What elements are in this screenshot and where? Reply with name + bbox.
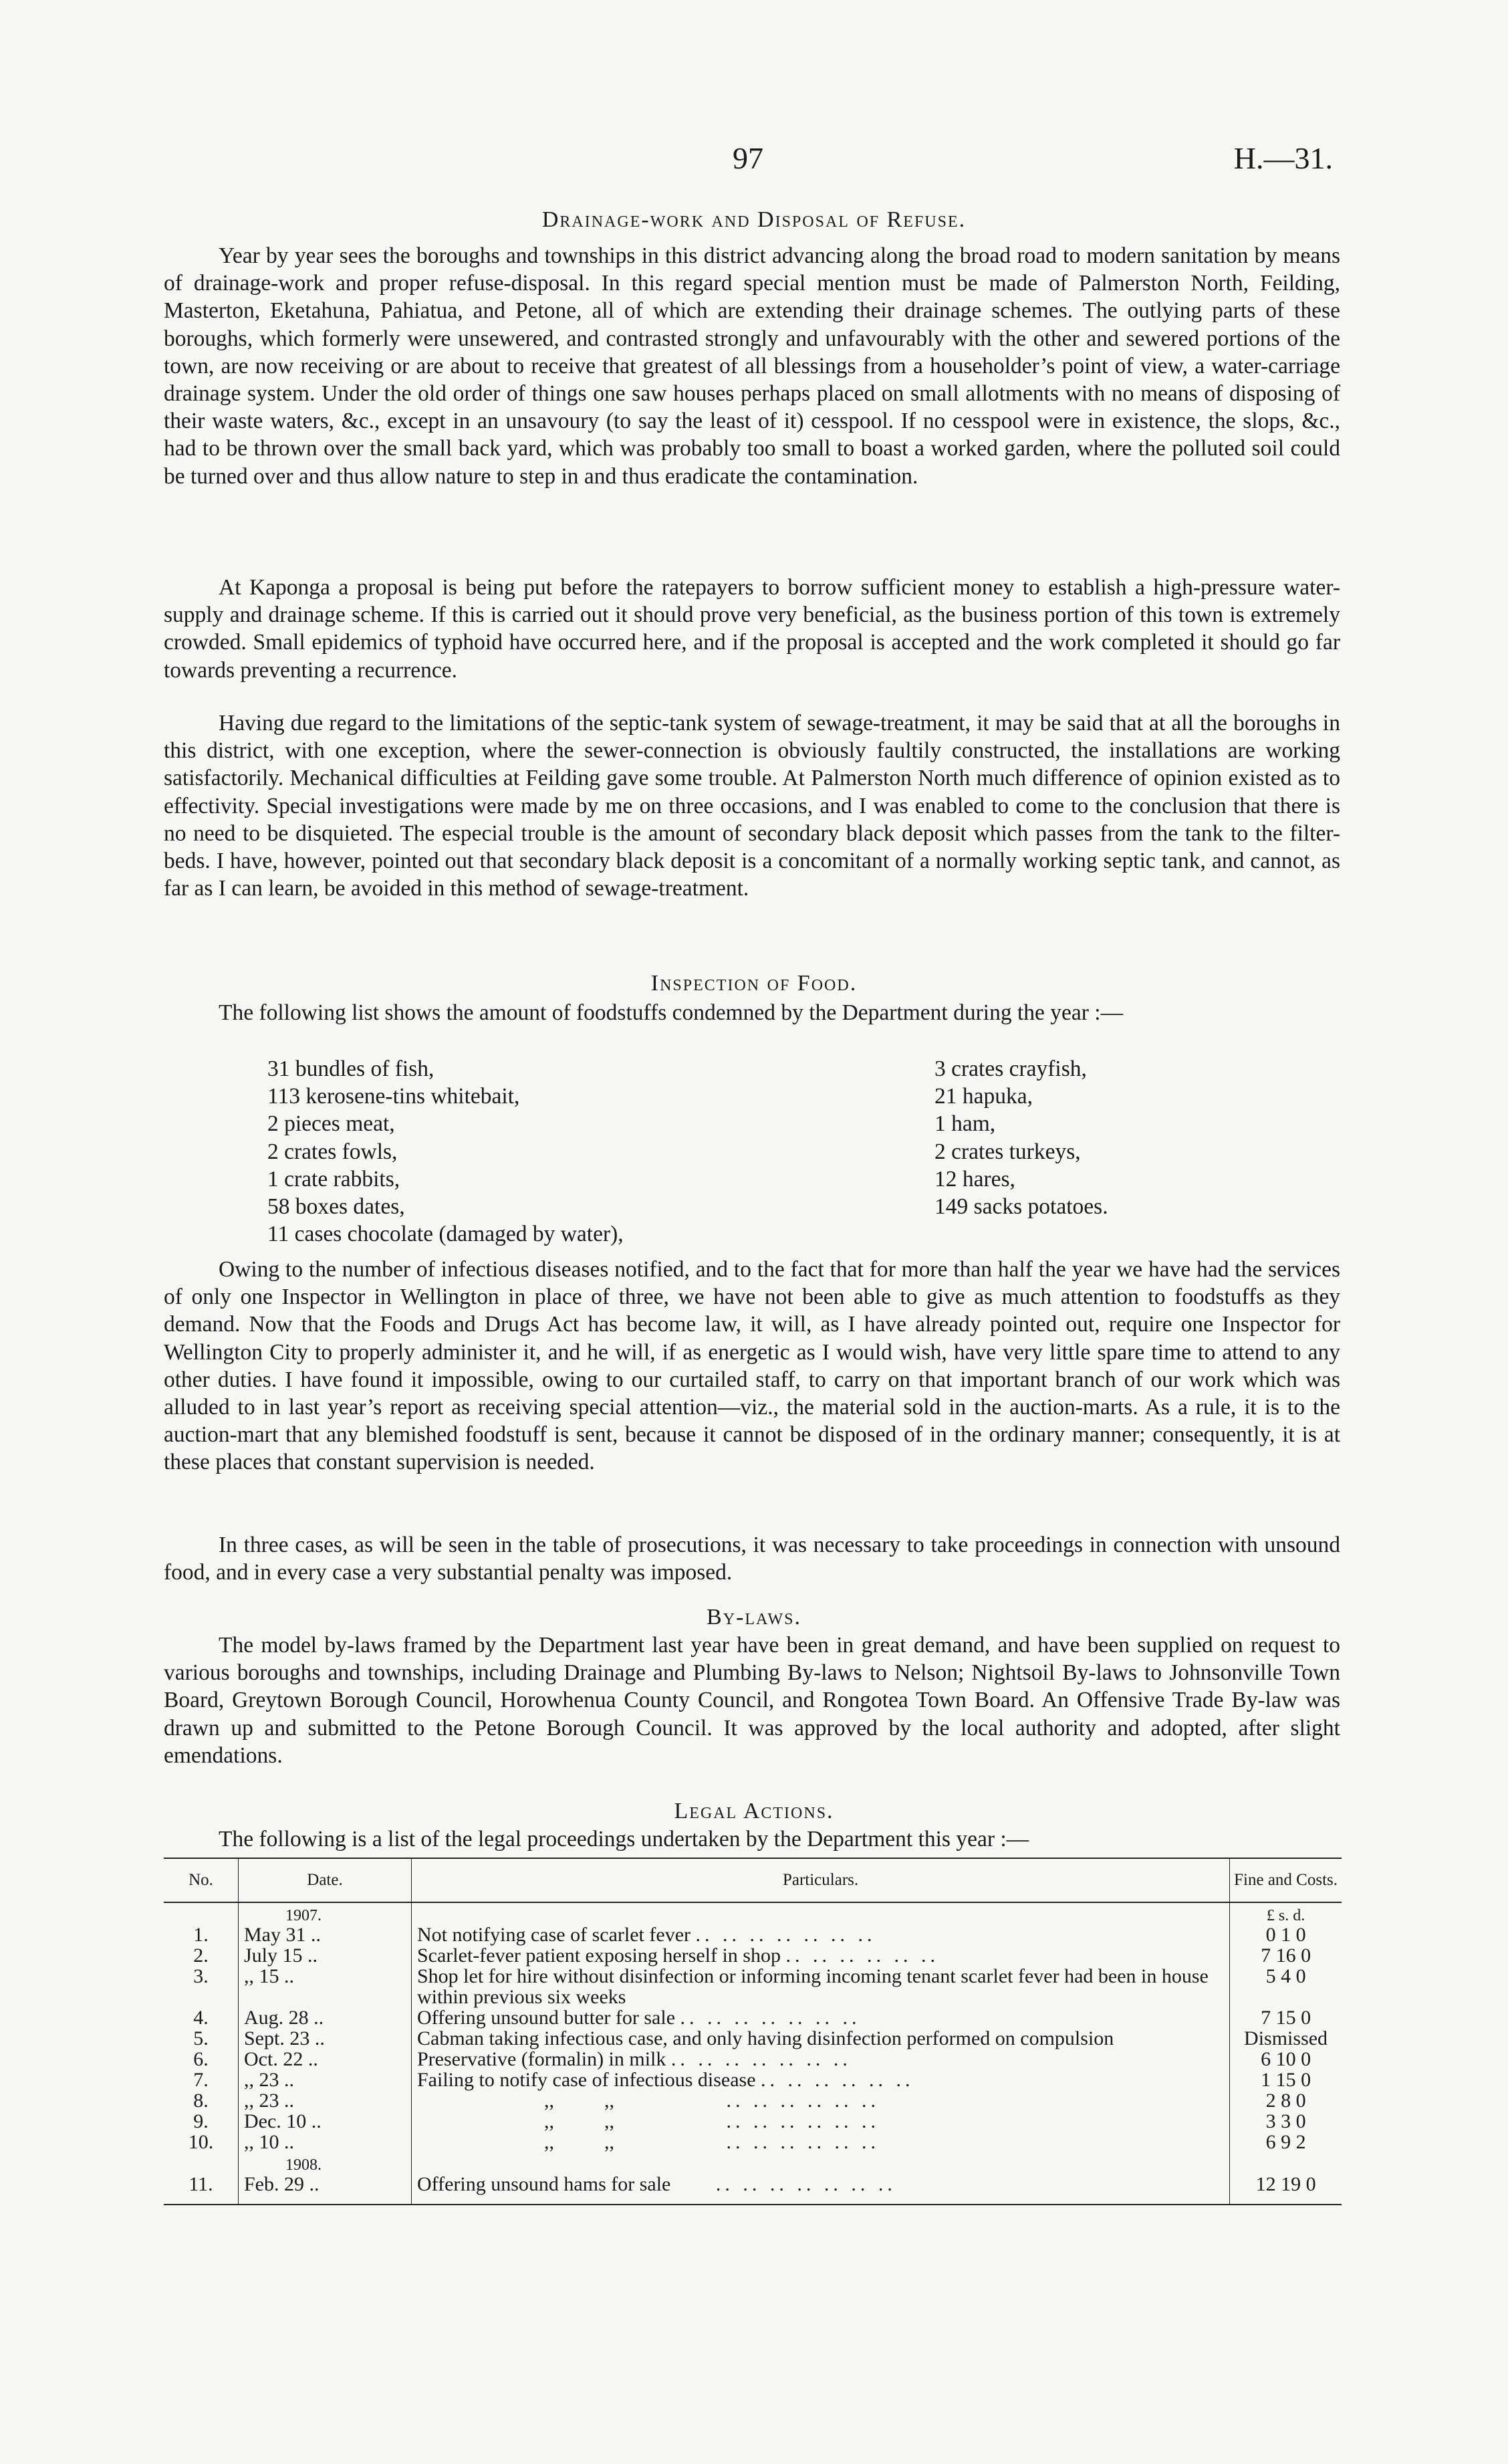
row-particulars: Cabman taking infectious case, and only having disinfection performed on compulsion	[412, 2028, 1230, 2049]
row-particulars: Offering unsound butter for sale	[417, 2007, 676, 2029]
row-no: 3.	[193, 1965, 209, 1987]
row-no: 10.	[188, 2131, 214, 2153]
table-row: 6. Oct. 22 .. Preservative (formalin) in milk .. .. .. .. .. .. .. 6 10 0	[164, 2049, 1342, 2069]
col-no-header: No.	[164, 1858, 239, 1902]
row-particulars: Shop let for hire without disinfection or informing incoming tenant scarlet fever had been in house within previous six weeks	[412, 1966, 1230, 2007]
row-no: 5.	[193, 2027, 209, 2049]
table-row: 8. ,, 23 .. ,, ,, .. .. .. .. .. .. 2 8 0	[164, 2090, 1342, 2111]
list-item: 3 crates crayfish,	[934, 1056, 1087, 1081]
list-item: 31 bundles of fish,	[267, 1056, 434, 1081]
currency-header: £ s. d.	[1230, 1902, 1342, 1924]
list-item: 1 ham,	[934, 1111, 996, 1137]
row-no: 9.	[193, 2110, 209, 2132]
drainage-paragraph-2: At Kaponga a proposal is being put before the ratepayers to borrow sufficient money to establish a high-pressure water-supply and drainage scheme. If this is carried out it should prove very beneficial, as the business portion of this town is extremely crowded. Small epidemics of typhoid have occurred here, and if the proposal is accepted and the work completed it should go far towards preventing a recurrence.	[164, 575, 1340, 683]
row-no: 11.	[164, 2174, 239, 2205]
row-fine: 6 9 2	[1230, 2132, 1342, 2152]
row-fine: 3 3 0	[1230, 2111, 1342, 2132]
food-intro: The following list shows the amount of foodstuffs condemned by the Department during the year :—	[219, 1000, 1124, 1025]
table-row: 3. ,, 15 .. Shop let for hire without disinfection or informing incoming tenant scarlet fever had been in house within previous six weeks 5 4 0	[164, 1966, 1342, 2007]
row-fine: 7 16 0	[1230, 1945, 1342, 1966]
row-date: Aug. 28	[244, 2007, 309, 2029]
list-item: 2 crates fowls,	[267, 1139, 398, 1164]
row-no: 4.	[193, 2007, 209, 2029]
row-date: July 15	[244, 1944, 303, 1967]
legal-heading: Legal Actions.	[674, 1799, 834, 1823]
row-date: Sept. 23	[244, 2027, 310, 2049]
col-date-header: Date.	[239, 1858, 412, 1902]
drainage-heading: Drainage-work and Disposal of Refuse.	[541, 207, 967, 232]
row-particulars: Offering unsound hams for sale	[417, 2173, 671, 2195]
table-header-row	[164, 1858, 1342, 1902]
row-particulars: Preservative (formalin) in milk	[417, 2048, 666, 2070]
food-paragraph-1: Owing to the number of infectious diseases notified, and to the fact that for more than half the year we have had the services of only one Inspector in Wellington in place of three, we have not been able to give as much attention to foodstuffs as they demand. Now that the Foods and Drugs Act has become law, it will, as I have already pointed out, require one Inspector for Wellington City to properly administer it, and he will, if as energetic as I would wish, have very little spare time to attend to any other duties. I have found it impossible, owing to our curtailed staff, to carry on that important branch of our work which was alluded to in last year’s report as receiving special attention—viz., the material sold in the auction-marts. As a rule, it is to the auction-mart that any blemished foodstuff is sent, because it cannot be disposed of in the ordinary manner; consequently, it is at these places that constant supervision is needed.	[164, 1257, 1340, 1475]
food-heading: Inspection of Food.	[650, 971, 858, 996]
col-fine-header: Fine and Costs.	[1230, 1858, 1342, 1902]
table-row: 5. Sept. 23 .. Cabman taking infectious case, and only having disinfection performed on compulsion Dismissed	[164, 2028, 1342, 2049]
row-date: May 31	[244, 1924, 306, 1946]
row-particulars: ,, ,,	[544, 2110, 614, 2132]
list-item: 21 hapuka,	[934, 1084, 1033, 1109]
page-number: 97	[733, 141, 763, 175]
list-item: 1 crate rabbits,	[267, 1166, 400, 1192]
bylaws-heading: By-laws.	[707, 1605, 801, 1630]
list-item: 2 pieces meat,	[267, 1111, 395, 1137]
table-row: 7. ,, 23 .. Failing to notify case of infectious disease .. .. .. .. .. .. 1 15 0	[164, 2069, 1342, 2090]
year-label: 1907.	[239, 1902, 412, 1924]
row-fine: 7 15 0	[1230, 2007, 1342, 2028]
list-item: 149 sacks potatoes.	[934, 1194, 1108, 1220]
row-date: ,, 15	[244, 1965, 279, 1987]
list-item: 58 boxes dates,	[267, 1194, 405, 1220]
table-row: 4. Aug. 28 .. Offering unsound butter for sale .. .. .. .. .. .. .. 7 15 0	[164, 2007, 1342, 2028]
row-no: 8.	[193, 2090, 209, 2112]
row-no: 7.	[193, 2069, 209, 2091]
row-fine: 1 15 0	[1230, 2069, 1342, 2090]
row-particulars: ,, ,,	[544, 2131, 614, 2153]
row-no: 2.	[193, 1944, 209, 1967]
row-fine: 2 8 0	[1230, 2090, 1342, 2111]
list-item: 113 kerosene-tins whitebait,	[267, 1084, 520, 1109]
row-date: ,, 23	[244, 2090, 279, 2112]
row-fine: 12 19 0	[1230, 2174, 1342, 2205]
food-list-left	[267, 1055, 624, 1248]
col-particulars-header: Particulars.	[412, 1858, 1230, 1902]
row-particulars: Failing to notify case of infectious disease	[417, 2069, 756, 2091]
drainage-paragraph-3: Having due regard to the limitations of the septic-tank system of sewage-treatment, it may be said that at all the boroughs in this district, with one exception, where the sewer-connection is obviously faultily constructed, the installations are working satisfactorily. Mechanical difficulties at Feilding gave some trouble. At Palmerston North much difference of opinion existed as to effectivity. Special investigations were made by me on three occasions, and I was enabled to come to the conclusion that there is no need to be disquieted. The especial trouble is the amount of secondary black deposit which passes from the tank to the filter-beds. I have, however, pointed out that secondary black deposit is a concomitant of a normally working septic tank, and cannot, as far as I can learn, be avoided in this method of sewage-treatment.	[164, 711, 1340, 901]
row-no: 1.	[193, 1924, 209, 1946]
row-fine: Dismissed	[1230, 2028, 1342, 2049]
row-no: 6.	[193, 2048, 209, 2070]
drainage-paragraph-1: Year by year sees the boroughs and townships in this district advancing along the broad road to modern sanitation by means of drainage-work and proper refuse-disposal. In this regard special mention must be made of Palmerston North, Feilding, Masterton, Eketahuna, Pahiatua, and Petone, all of which are extending their drainage schemes. The outlying parts of these boroughs, which formerly were unsewered, and contrasted strongly and unfavourably with the other and sewered portions of the town, are now receiving or are about to receive that greatest of all blessings from a householder’s point of view, a water-carriage drainage system. Under the old order of things one saw houses perhaps placed on small allotments with no means of disposing of their waste waters, &c., except in an unsavoury (to say the least of it) cesspool. If no cesspool were in existence, the slops, &c., had to be thrown over the small back yard, which was probably too small to boast a worked garden, where the polluted soil could be turned over and thus allow nature to step in and thus eradicate the contamination.	[164, 243, 1340, 489]
table-row: 10. ,, 10 .. ,, ,, .. .. .. .. .. .. 6 9 2	[164, 2132, 1342, 2152]
list-item: 12 hares,	[934, 1166, 1015, 1192]
table-year-row	[164, 1902, 1342, 1924]
table-row: 9. Dec. 10 .. ,, ,, .. .. .. .. .. .. 3 3 0	[164, 2111, 1342, 2132]
bylaws-paragraph: The model by-laws framed by the Department last year have been in great demand, and have been supplied on request to various boroughs and townships, including Drainage and Plumbing By-laws to Nelson; Nightsoil By-laws to Johnsonville Town Board, Greytown Borough Council, Horowhenua County Council, and Rongotea Town Board. An Offensive Trade By-law was drawn up and submitted to the Petone Borough Council. It was approved by the local authority and adopted, after slight emendations.	[164, 1633, 1340, 1768]
row-date: Oct. 22	[244, 2048, 303, 2070]
document-reference: H.—31.	[1233, 141, 1333, 175]
table-row: 11. Feb. 29 .. Offering unsound hams for sale .. .. .. .. .. .. .. 12 19 0	[164, 2174, 1342, 2205]
row-fine: 0 1 0	[1230, 1924, 1342, 1945]
year-label: 1908.	[239, 2152, 412, 2174]
table-row: 1. May 31 .. Not notifying case of scarlet fever .. .. .. .. .. .. .. 0 1 0	[164, 1924, 1342, 1945]
row-fine: 5 4 0	[1230, 1966, 1342, 2007]
row-particulars: ,, ,,	[544, 2090, 614, 2112]
row-particulars: Scarlet-fever patient exposing herself in shop	[417, 1944, 781, 1967]
row-date: ,, 10	[244, 2131, 279, 2153]
row-date: ,, 23	[244, 2069, 279, 2091]
table-row: 2. July 15 .. Scarlet-fever patient exposing herself in shop .. .. .. .. .. .. 7 16 0	[164, 1945, 1342, 1966]
legal-intro: The following is a list of the legal proceedings undertaken by the Department this year :—	[219, 1827, 1029, 1852]
row-date: Dec. 10	[244, 2110, 307, 2132]
list-item: 11 cases chocolate (damaged by water),	[267, 1222, 624, 1247]
legal-actions-table	[164, 1858, 1342, 2205]
row-date: Feb. 29	[244, 2173, 304, 2195]
list-item: 2 crates turkeys,	[934, 1139, 1081, 1164]
food-paragraph-2: In three cases, as will be seen in the table of prosecutions, it was necessary to take proceedings in connection with unsound food, and in every case a very substantial penalty was imposed.	[164, 1533, 1340, 1585]
row-fine: 6 10 0	[1230, 2049, 1342, 2069]
table-year-row	[164, 2152, 1342, 2174]
food-list-right	[934, 1055, 1108, 1220]
row-particulars: Not notifying case of scarlet fever	[417, 1924, 690, 1946]
